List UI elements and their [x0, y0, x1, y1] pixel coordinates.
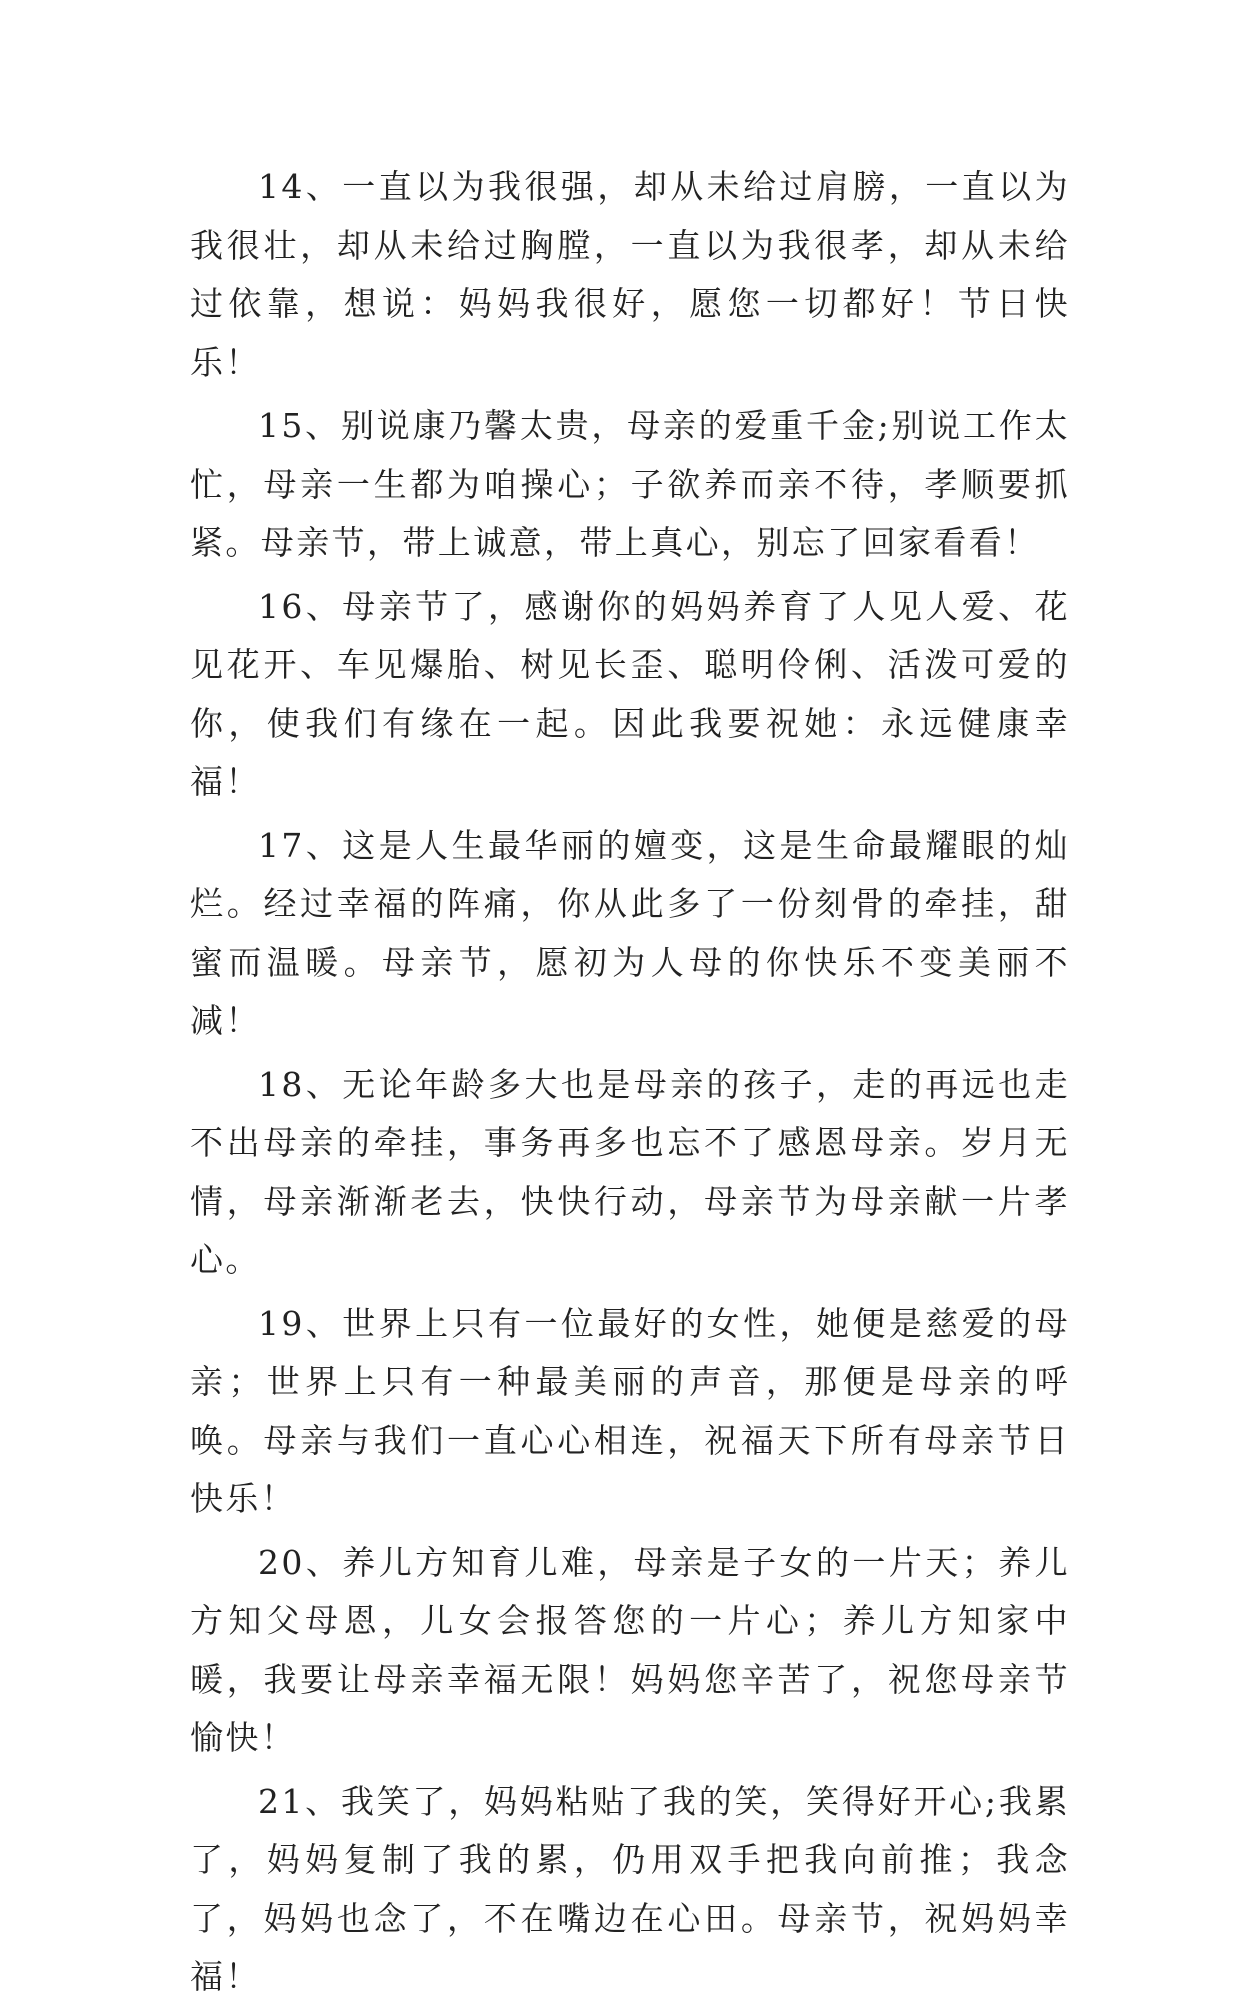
paragraph-16: 16、母亲节了，感谢你的妈妈养育了人见人爱、花见花开、车见爆胎、树见长歪、聪明伶俐、活泼可爱的你，使我们有缘在一起。因此我要祝她：永远健康幸福！	[190, 586, 1070, 801]
paragraph-21: 21、我笑了，妈妈粘贴了我的笑，笑得好开心;我累了，妈妈复制了我的累，仍用双手把我向前推；我念了，妈妈也念了，不在嘴边在心田。母亲节，祝妈妈幸福！	[190, 1781, 1070, 1996]
paragraph-19: 19、世界上只有一位最好的女性，她便是慈爱的母亲；世界上只有一种最美丽的声音，那便是母亲的呼唤。母亲与我们一直心心相连，祝福天下所有母亲节日快乐！	[190, 1303, 1070, 1518]
paragraph-15: 15、别说康乃馨太贵，母亲的爱重千金;别说工作太忙，母亲一生都为咱操心；子欲养而亲不待，孝顺要抓紧。母亲节，带上诚意，带上真心，别忘了回家看看！	[190, 406, 1070, 562]
paragraph-20: 20、养儿方知育儿难，母亲是子女的一片天；养儿方知父母恩，儿女会报答您的一片心；养儿方知家中暖，我要让母亲幸福无限！妈妈您辛苦了，祝您母亲节愉快！	[190, 1542, 1070, 1757]
paragraph-14: 14、一直以为我很强，却从未给过肩膀，一直以为我很壮，却从未给过胸膛，一直以为我很孝，却从未给过依靠，想说：妈妈我很好，愿您一切都好！节日快乐！	[190, 167, 1070, 382]
paragraph-18: 18、无论年龄多大也是母亲的孩子，走的再远也走不出母亲的牵挂，事务再多也忘不了感恩母亲。岁月无情，母亲渐渐老去，快快行动，母亲节为母亲献一片孝心。	[190, 1064, 1070, 1279]
document-body	[190, 158, 1070, 2012]
paragraph-17: 17、这是人生最华丽的嬗变，这是生命最耀眼的灿烂。经过幸福的阵痛，你从此多了一份刻骨的牵挂，甜蜜而温暖。母亲节，愿初为人母的你快乐不变美丽不减！	[190, 825, 1070, 1040]
